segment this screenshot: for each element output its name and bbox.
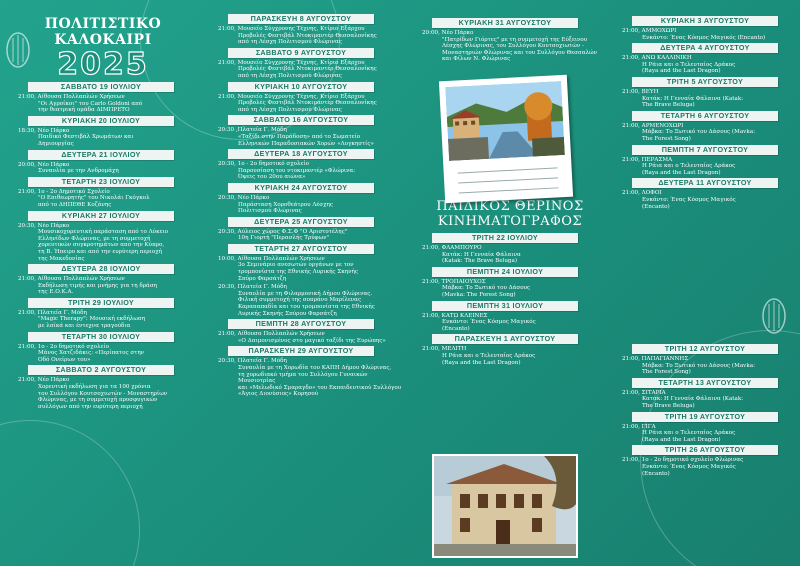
date-header: ΤΡΙΤΗ 26 ΑΥΓΟΥΣΤΟΥ xyxy=(632,445,778,455)
event-time-venue: 18:30, Νέο Πάρκο xyxy=(18,127,70,134)
event-description: «Άγιος Διονύσιος» Κορησού xyxy=(238,391,319,398)
event-entry xyxy=(18,310,198,330)
event-description: The Brave Beluga) xyxy=(642,102,695,109)
event-time-venue: 21:00, 1ο - 2ο Δημοτικό Σχολείο xyxy=(18,188,110,195)
event-entry xyxy=(218,195,406,215)
date-header: ΠΕΜΠΤΗ 31 ΙΟΥΛΙΟΥ xyxy=(432,301,578,311)
event-description: The Brave Beluga) xyxy=(642,402,695,409)
date-header: ΤΡΙΤΗ 29 ΙΟΥΛΙΟΥ xyxy=(28,298,174,308)
date-header: ΚΥΡΙΑΚΗ 27 ΙΟΥΛΙΟΥ xyxy=(28,211,174,221)
column-4 xyxy=(612,0,798,566)
event-description: Μοναστηριών Φλώρινας και του Συλλόγου Θεσσαλών xyxy=(442,49,598,56)
event-entry xyxy=(622,390,798,410)
date-header: ΠΕΜΠΤΗ 24 ΙΟΥΛΙΟΥ xyxy=(432,267,578,277)
date-header: ΚΥΡΙΑΚΗ 3 ΑΥΓΟΥΣΤΟΥ xyxy=(632,16,778,26)
event-description: (Raya and the Last Dragon) xyxy=(642,169,721,176)
event-time-venue: 20:00, Νέο Πάρκο xyxy=(422,30,474,36)
event-description: Προβολές Φεστιβάλ Ντοκιμαντέρ Θεσσαλονίκης xyxy=(238,32,377,39)
event-description: «Ο Δαιμονισμένος στο μαγικό ταξίδι της Ευρώπης» xyxy=(238,337,386,344)
event-time-venue: 21:00, Αίθουσα Πολλαπλών Χρήσεων xyxy=(18,94,125,100)
event-description: «Ταξίδι στην Παράδοση» από το Σωματείο xyxy=(238,133,361,140)
event-entry xyxy=(622,157,798,177)
event-description: Μάβκα: Το Ξωτικό του Δάσους (Mavka: xyxy=(642,362,755,369)
event-description: Μάβκα: Το Ξωτικό του Δάσους (Mavka: xyxy=(642,129,755,136)
event-time-venue: 21:00, ΑΜΜΟΧΩΡΙ xyxy=(622,28,677,34)
event-time-venue: 21:00, ΠΑΠΑΓΙΑΝΝΗΣ xyxy=(622,356,689,362)
event-description: 10η Γιορτή "Περασλής Τρύφων" xyxy=(238,235,330,242)
event-time-venue: 21:00, Αίθουσα Πολλαπλών Χρήσεων xyxy=(218,331,325,338)
date-header: ΤΡΙΤΗ 19 ΑΥΓΟΥΣΤΟΥ xyxy=(632,412,778,422)
event-description: Φιλική συμμετοχή της σοπράνο Μαρίλενας xyxy=(238,297,362,304)
event-description: Προβολές Φεστιβάλ Ντοκιμαντέρ Θεσσαλονίκης xyxy=(238,66,377,73)
col4-event-list-top xyxy=(612,16,798,210)
event-entry xyxy=(218,127,406,147)
col1-event-list xyxy=(8,82,198,410)
event-entry xyxy=(218,331,406,344)
date-header: ΤΕΤΑΡΤΗ 23 ΙΟΥΛΙΟΥ xyxy=(28,177,174,187)
title-year: 2025 xyxy=(57,47,149,82)
event-description: (Katak: The Brave Beluga) xyxy=(442,258,518,265)
event-entry xyxy=(622,55,798,75)
event-description: χορευτικών συγκροτημάτων από την Κύπρο, xyxy=(38,242,165,249)
event-entry xyxy=(422,30,608,63)
event-description: Συναυλία με τη Χορωδία του ΚΑΠΗ Δήμου Φλώρινας, xyxy=(238,365,392,371)
event-entry xyxy=(218,256,406,282)
col4-event-list-bottom xyxy=(612,342,798,479)
event-entry xyxy=(18,189,198,209)
date-header: ΚΥΡΙΑΚΗ 24 ΑΥΓΟΥΣΤΟΥ xyxy=(228,183,374,193)
date-header: ΚΥΡΙΑΚΗ 31 ΑΥΓΟΥΣΤΟΥ xyxy=(432,18,578,28)
event-time-venue: 21:00, ΦΛΑΜΠΟΥΡΟ xyxy=(422,244,482,251)
kino-title xyxy=(412,199,608,229)
event-description: Χορευτική εκδήλωση για τα 100 χρόνια xyxy=(38,384,151,391)
event-description: "Πατρίδων Γιόρτες" με τη συμμετοχή της Εύξεινου xyxy=(442,36,588,43)
lyre-logo-icon xyxy=(760,296,788,336)
event-entry xyxy=(18,377,198,410)
event-description: και «Μελωδικό Σμαραγδο» του Εκπαιδευτικού Συλλόγου xyxy=(238,384,402,391)
event-description: Συναυλία με τη Φιλαρμονική Δήμου Φλώρινας. xyxy=(238,290,373,297)
event-time-venue: 20:30, 1ο - 2ο δημοτικό σχολείο xyxy=(218,161,309,168)
event-description: Η Ράια και ο Τελευταίος Δράκος xyxy=(642,61,736,68)
event-description: (Encanto) xyxy=(642,203,670,210)
polaroid-photo-canal xyxy=(439,75,573,204)
date-header: ΤΕΤΑΡΤΗ 13 ΑΥΓΟΥΣΤΟΥ xyxy=(632,378,778,388)
date-header: ΤΡΙΤΗ 22 ΙΟΥΛΙΟΥ xyxy=(432,233,578,243)
event-time-venue: 21:00, ΚΑΤΩ ΚΛΕΙΝΕΣ xyxy=(422,312,488,319)
date-header: ΣΑΒΒΑΤΟ 19 ΙΟΥΛΙΟΥ xyxy=(28,82,174,92)
event-entry xyxy=(218,284,406,317)
event-time-venue: 21:00, Αίθουσα Πολλαπλών Χρήσεων xyxy=(18,276,125,283)
event-description: από το ΔΗΠΕΘΕ Κοζάνης xyxy=(38,201,112,208)
date-header: ΠΑΡΑΣΚΕΥΗ 29 ΑΥΓΟΥΣΤΟΥ xyxy=(228,346,374,356)
event-description: Πολιτισμού Φλώρινας xyxy=(238,208,302,215)
event-entry xyxy=(622,123,798,143)
event-description: Συναυλία με την Ανδρομάχη xyxy=(38,168,119,175)
event-time-venue: 21:00, 1ο - 2ο δημοτικό σχολείο xyxy=(18,343,109,350)
event-description: "Ο Επιθεωρητής" του Νικολάι Γκόγκολ xyxy=(38,195,150,202)
event-description: "Οι Αγροίκοι" του Carlo Goldoni από xyxy=(38,100,143,107)
event-description: (Raya and the Last Dragon) xyxy=(442,359,521,366)
event-description: της Μακεδονίας xyxy=(38,255,85,262)
date-header: ΤΕΤΑΡΤΗ 30 ΙΟΥΛΙΟΥ xyxy=(28,332,174,342)
event-time-venue: 21:00, Μουσείο Σύγχρονης Τέχνης, Κτίριο Εξάρχου xyxy=(218,93,365,100)
event-description: Καραπαπαδία και του τρομπονίστα της Εθνικής xyxy=(238,304,375,311)
mansion-photo xyxy=(432,454,578,558)
event-description: και Φίλων Ν. Φλώρινας xyxy=(442,56,511,63)
event-entry xyxy=(622,424,798,444)
event-description: από τη Λέσχη Πολιτισμού Φλώρινας xyxy=(238,72,342,79)
lyre-logo-icon xyxy=(4,30,32,70)
event-entry xyxy=(622,28,798,41)
event-description: της Ε.Ο.Κ.Α. xyxy=(38,289,74,296)
event-description: Κατάκ: Η Γενναία Φάλαινα xyxy=(442,251,521,258)
event-description: (Raya and the Last Dragon) xyxy=(642,436,721,443)
event-entry xyxy=(422,346,608,366)
event-description: από τη Λέσχη Πολιτισμού Φλώρινας xyxy=(238,39,342,46)
event-description: 3ο Σεμινάριο ανεσωτών οργάνων με τον xyxy=(238,262,354,269)
caption-line xyxy=(458,167,558,173)
date-header: ΔΕΥΤΕΡΑ 28 ΙΟΥΛΙΟΥ xyxy=(28,264,174,274)
event-time-venue: 21:00, Μουσείο Σύγχρονης Τέχνης, Κτίριο Εξάρχου xyxy=(218,59,365,66)
date-header: ΠΕΜΠΤΗ 7 ΑΥΓΟΥΣΤΟΥ xyxy=(632,145,778,155)
event-time-venue: 20:30, Νέο Πάρκο xyxy=(218,194,270,201)
event-entry xyxy=(218,26,406,46)
event-entry xyxy=(218,161,406,181)
event-description: Φλώρινας, με τη συμμετοχή προσφυγικών xyxy=(38,397,158,404)
event-time-venue: 21:00, 1ο - 2ο δημοτικό σχολείο Φλώρινας xyxy=(622,457,744,464)
col3-movie-list xyxy=(412,233,608,366)
event-description: Η Ράια και ο Τελευταίος Δράκος xyxy=(642,163,736,170)
event-description: Η Ράια και ο Τελευταίος Δράκος xyxy=(642,430,736,437)
date-header: ΤΕΤΑΡΤΗ 27 ΑΥΓΟΥΣΤΟΥ xyxy=(228,244,374,254)
date-header: ΠΕΜΠΤΗ 28 ΑΥΓΟΥΣΤΟΥ xyxy=(228,319,374,329)
event-entry xyxy=(622,457,798,477)
event-description: Ελληνίδων Φλώρινας, με τη συμμετοχή xyxy=(38,235,151,242)
event-description: από τη Λέσχη Πολιτισμού Φλώρινας xyxy=(238,106,342,113)
event-description: Ελληνικών Παραδοσιακών Χορών «Λυγκηστίς» xyxy=(238,140,374,147)
event-entry xyxy=(218,94,406,114)
event-description: Μάβκα: Το Ξωτικό του Δάσους xyxy=(442,285,531,292)
event-description: Η Ράια και ο Τελευταίος Δράκος xyxy=(442,352,536,359)
event-description: Εκδήλωση τιμής και μνήμης για τη δράση xyxy=(38,282,157,289)
event-description: Λέσχης Φλώρινας, του Συλλόγου Κουτσοχιωτών - xyxy=(442,43,584,50)
date-header: ΚΥΡΙΑΚΗ 20 ΙΟΥΛΙΟΥ xyxy=(28,116,174,126)
event-time-venue: 21:00, Πλατεία Γ. Μόδη xyxy=(18,309,87,316)
event-entry xyxy=(18,223,198,263)
event-description: Ενκάντο: Ένας Κόσμος Μαγικός (Encanto) xyxy=(642,34,766,41)
date-header: ΚΥΡΙΑΚΗ 10 ΑΥΓΟΥΣΤΟΥ xyxy=(228,82,374,92)
event-entry xyxy=(18,344,198,364)
event-entry xyxy=(622,190,798,210)
event-description: Παιδικό Φεστιβάλ Χρωμάτων και xyxy=(38,134,134,141)
date-header: ΔΕΥΤΕΡΑ 4 ΑΥΓΟΥΣΤΟΥ xyxy=(632,43,778,53)
event-description: (Encanto) xyxy=(642,470,670,477)
event-description: Όψεις του 20ου αιώνα» xyxy=(238,174,306,181)
event-description: Προβολές Φεστιβάλ Ντοκιμαντέρ Θεσσαλονίκης xyxy=(238,100,377,107)
canal-town-photo xyxy=(445,81,565,161)
event-description: (Raya and the Last Dragon) xyxy=(642,68,721,75)
event-description: "Magic Therapy": Μουσική εκδήλωση xyxy=(38,316,146,323)
event-entry xyxy=(18,276,198,296)
date-header: ΤΕΤΑΡΤΗ 6 ΑΥΓΟΥΣΤΟΥ xyxy=(632,111,778,121)
event-description: (Mavka: The Forest Song) xyxy=(442,291,516,298)
event-entry xyxy=(18,162,198,175)
date-header: ΠΑΡΑΣΚΕΥΗ 1 ΑΥΓΟΥΣΤΟΥ xyxy=(432,334,578,344)
event-entry xyxy=(622,89,798,109)
event-entry xyxy=(18,94,198,114)
event-time-venue: 21:00, ΠΕΡΑΣΜΑ xyxy=(622,156,673,163)
event-description: Λυρικής Σκηνής Σπύρου Φαρσάτζη xyxy=(238,310,337,317)
event-description: Σπύρο Φαρσάτζη xyxy=(238,275,287,282)
event-entry xyxy=(218,229,406,242)
event-description: Κατάκ: Η Γενναία Φάλαινα (Katak: xyxy=(642,396,744,403)
event-description: The Forest Song) xyxy=(642,369,691,376)
date-header: ΔΕΥΤΕΡΑ 11 ΑΥΓΟΥΣΤΟΥ xyxy=(632,178,778,188)
event-description: Οδό Ονείρων του» xyxy=(38,356,91,363)
event-time-venue: 21:00, ΑΡΜΕΝΟΧΩΡΙ xyxy=(622,122,684,129)
event-description: Ενκάντο: Ένας Κόσμος Μαγικός xyxy=(642,196,736,203)
event-time-venue: 21:00, Νέο Πάρκο xyxy=(18,377,70,384)
caption-line xyxy=(459,187,559,193)
column-2 xyxy=(208,0,406,566)
page-title xyxy=(8,16,198,48)
event-description: του Συλλόγου Κουτσοχιωτών - Μοναστηρίων xyxy=(38,390,168,397)
event-description: με λαϊκά και έντεχνα τραγούδια xyxy=(38,323,131,330)
event-entry xyxy=(218,60,406,80)
date-header: ΣΑΒΒΑΤΟ 2 ΑΥΓΟΥΣΤΟΥ xyxy=(28,365,174,375)
date-header: ΔΕΥΤΕΡΑ 21 ΙΟΥΛΙΟΥ xyxy=(28,150,174,160)
event-description: την θεατρική ομάδα ΔΙΜΠΡΕΤΟ xyxy=(38,107,130,114)
column-1 xyxy=(8,0,198,566)
event-description: τη χορωδιακό τμήμα του Συλλόγου Γυναικών Μουσιοτρίας xyxy=(238,371,368,385)
event-description: Δημιουργίας xyxy=(38,140,74,147)
event-time-venue: 20:30, Πλατεία Γ. Μόδη xyxy=(218,284,287,291)
event-time-venue: 21:00, ΑΝΩ ΚΑΛΛΙΝΙΚΗ xyxy=(622,55,692,62)
event-description: συλλόγων από την ευρύτερη περιοχή xyxy=(38,403,143,410)
date-header: ΣΑΒΒΑΤΟ 9 ΑΥΓΟΥΣΤΟΥ xyxy=(228,48,374,58)
event-time-venue: 21:00, ΒΕΥΗ xyxy=(622,88,659,95)
column-3 xyxy=(412,0,608,566)
title-line-2: ΚΑΛΟΚΑΙΡΙ xyxy=(54,32,152,48)
date-header: ΠΑΡΑΣΚΕΥΗ 8 ΑΥΓΟΥΣΤΟΥ xyxy=(228,14,374,24)
event-entry xyxy=(422,313,608,333)
col2-event-list xyxy=(208,14,406,398)
kino-title-line-2: ΚΙΝΗΜΑΤΟΓΡΑΦΟΣ xyxy=(437,213,583,229)
event-entry xyxy=(422,245,608,265)
event-time-venue: 21:00, ΛΟΦΟΙ xyxy=(622,190,662,197)
event-entry xyxy=(18,128,198,148)
event-description: τρομπονίστα της Εθνικής Λυρικής Σκηνής xyxy=(238,269,359,276)
event-description: Παράσταση Χοροθεάτρου Λέσχης xyxy=(238,201,333,208)
col3-top-event xyxy=(412,18,608,63)
kino-title-line-1: ΠΑΙΔΙΚΟΣ ΘΕΡΙΝΟΣ xyxy=(436,198,584,214)
event-entry xyxy=(422,279,608,299)
date-header: ΔΕΥΤΕΡΑ 18 ΑΥΓΟΥΣΤΟΥ xyxy=(228,149,374,159)
event-entry xyxy=(218,358,406,398)
event-time-venue: 21:00, ΣΙΤΑΡΙΑ xyxy=(622,389,666,396)
date-header: ΣΑΒΒΑΤΟ 16 ΑΥΓΟΥΣΤΟΥ xyxy=(228,115,374,125)
event-description: τη Β. Ήπειρο και από την ευρύτερη περιοχή xyxy=(38,248,162,255)
event-description: Κατάκ: Η Γενναία Φάλαινα (Katak: xyxy=(642,95,744,102)
title-line-1: ΠΟΛΙΤΙΣΤΙΚΟ xyxy=(44,16,162,32)
event-time-venue: 20:30 ,Πλατεία Γ. Μόδη xyxy=(218,127,287,134)
event-time-venue: 20:30, Πλατεία Γ. Μόδη xyxy=(218,358,287,365)
event-description: Μάνος Χατζιδάκις: «Περίπατος στην xyxy=(38,350,145,357)
event-description: The Forest Song) xyxy=(642,135,691,142)
event-description: Ενκάντο: Ένας Κόσμος Μαγικός xyxy=(642,463,736,470)
date-header: ΤΡΙΤΗ 12 ΑΥΓΟΥΣΤΟΥ xyxy=(632,344,778,354)
event-time-venue: 10:00, Αίθουσα Πολλαπλών Χρήσεων xyxy=(218,255,325,262)
event-time-venue: 21:00, ΤΡΟΠΑΙΟΥΧΟΣ xyxy=(422,278,486,285)
event-time-venue: 21:00, Μουσείο Σύγχρονης Τέχνης, Κτίριο Εξάρχου xyxy=(218,26,365,32)
event-description: Μουσικοχορευτική παράσταση από το Λύκειο xyxy=(38,229,169,236)
event-description: Ενκάντο: Ένας Κόσμος Μαγικός xyxy=(442,319,536,326)
event-entry xyxy=(622,356,798,376)
event-time-venue: 20:00, Νέο Πάρκο xyxy=(18,161,70,168)
event-time-venue: 21:00, ΜΕΛΙΤΗ xyxy=(422,346,467,353)
event-time-venue: 20:30, Νέο Πάρκο xyxy=(18,222,70,229)
date-header: ΤΡΙΤΗ 5 ΑΥΓΟΥΣΤΟΥ xyxy=(632,77,778,87)
event-time-venue: 21:00, ΓΙΓΑ xyxy=(622,423,656,430)
date-header: ΔΕΥΤΕΡΑ 25 ΑΥΓΟΥΣΤΟΥ xyxy=(228,217,374,227)
event-description: (Encanto) xyxy=(442,325,470,332)
event-description: Παρουσίαση του ντοκιμαντέρ «Φλώρινα: xyxy=(238,167,356,174)
event-time-venue: 20:30, Αύλειος χώρος Φ.Σ.Φ "Ο Αριστοτέλης" xyxy=(218,228,348,235)
caption-line xyxy=(458,177,558,183)
